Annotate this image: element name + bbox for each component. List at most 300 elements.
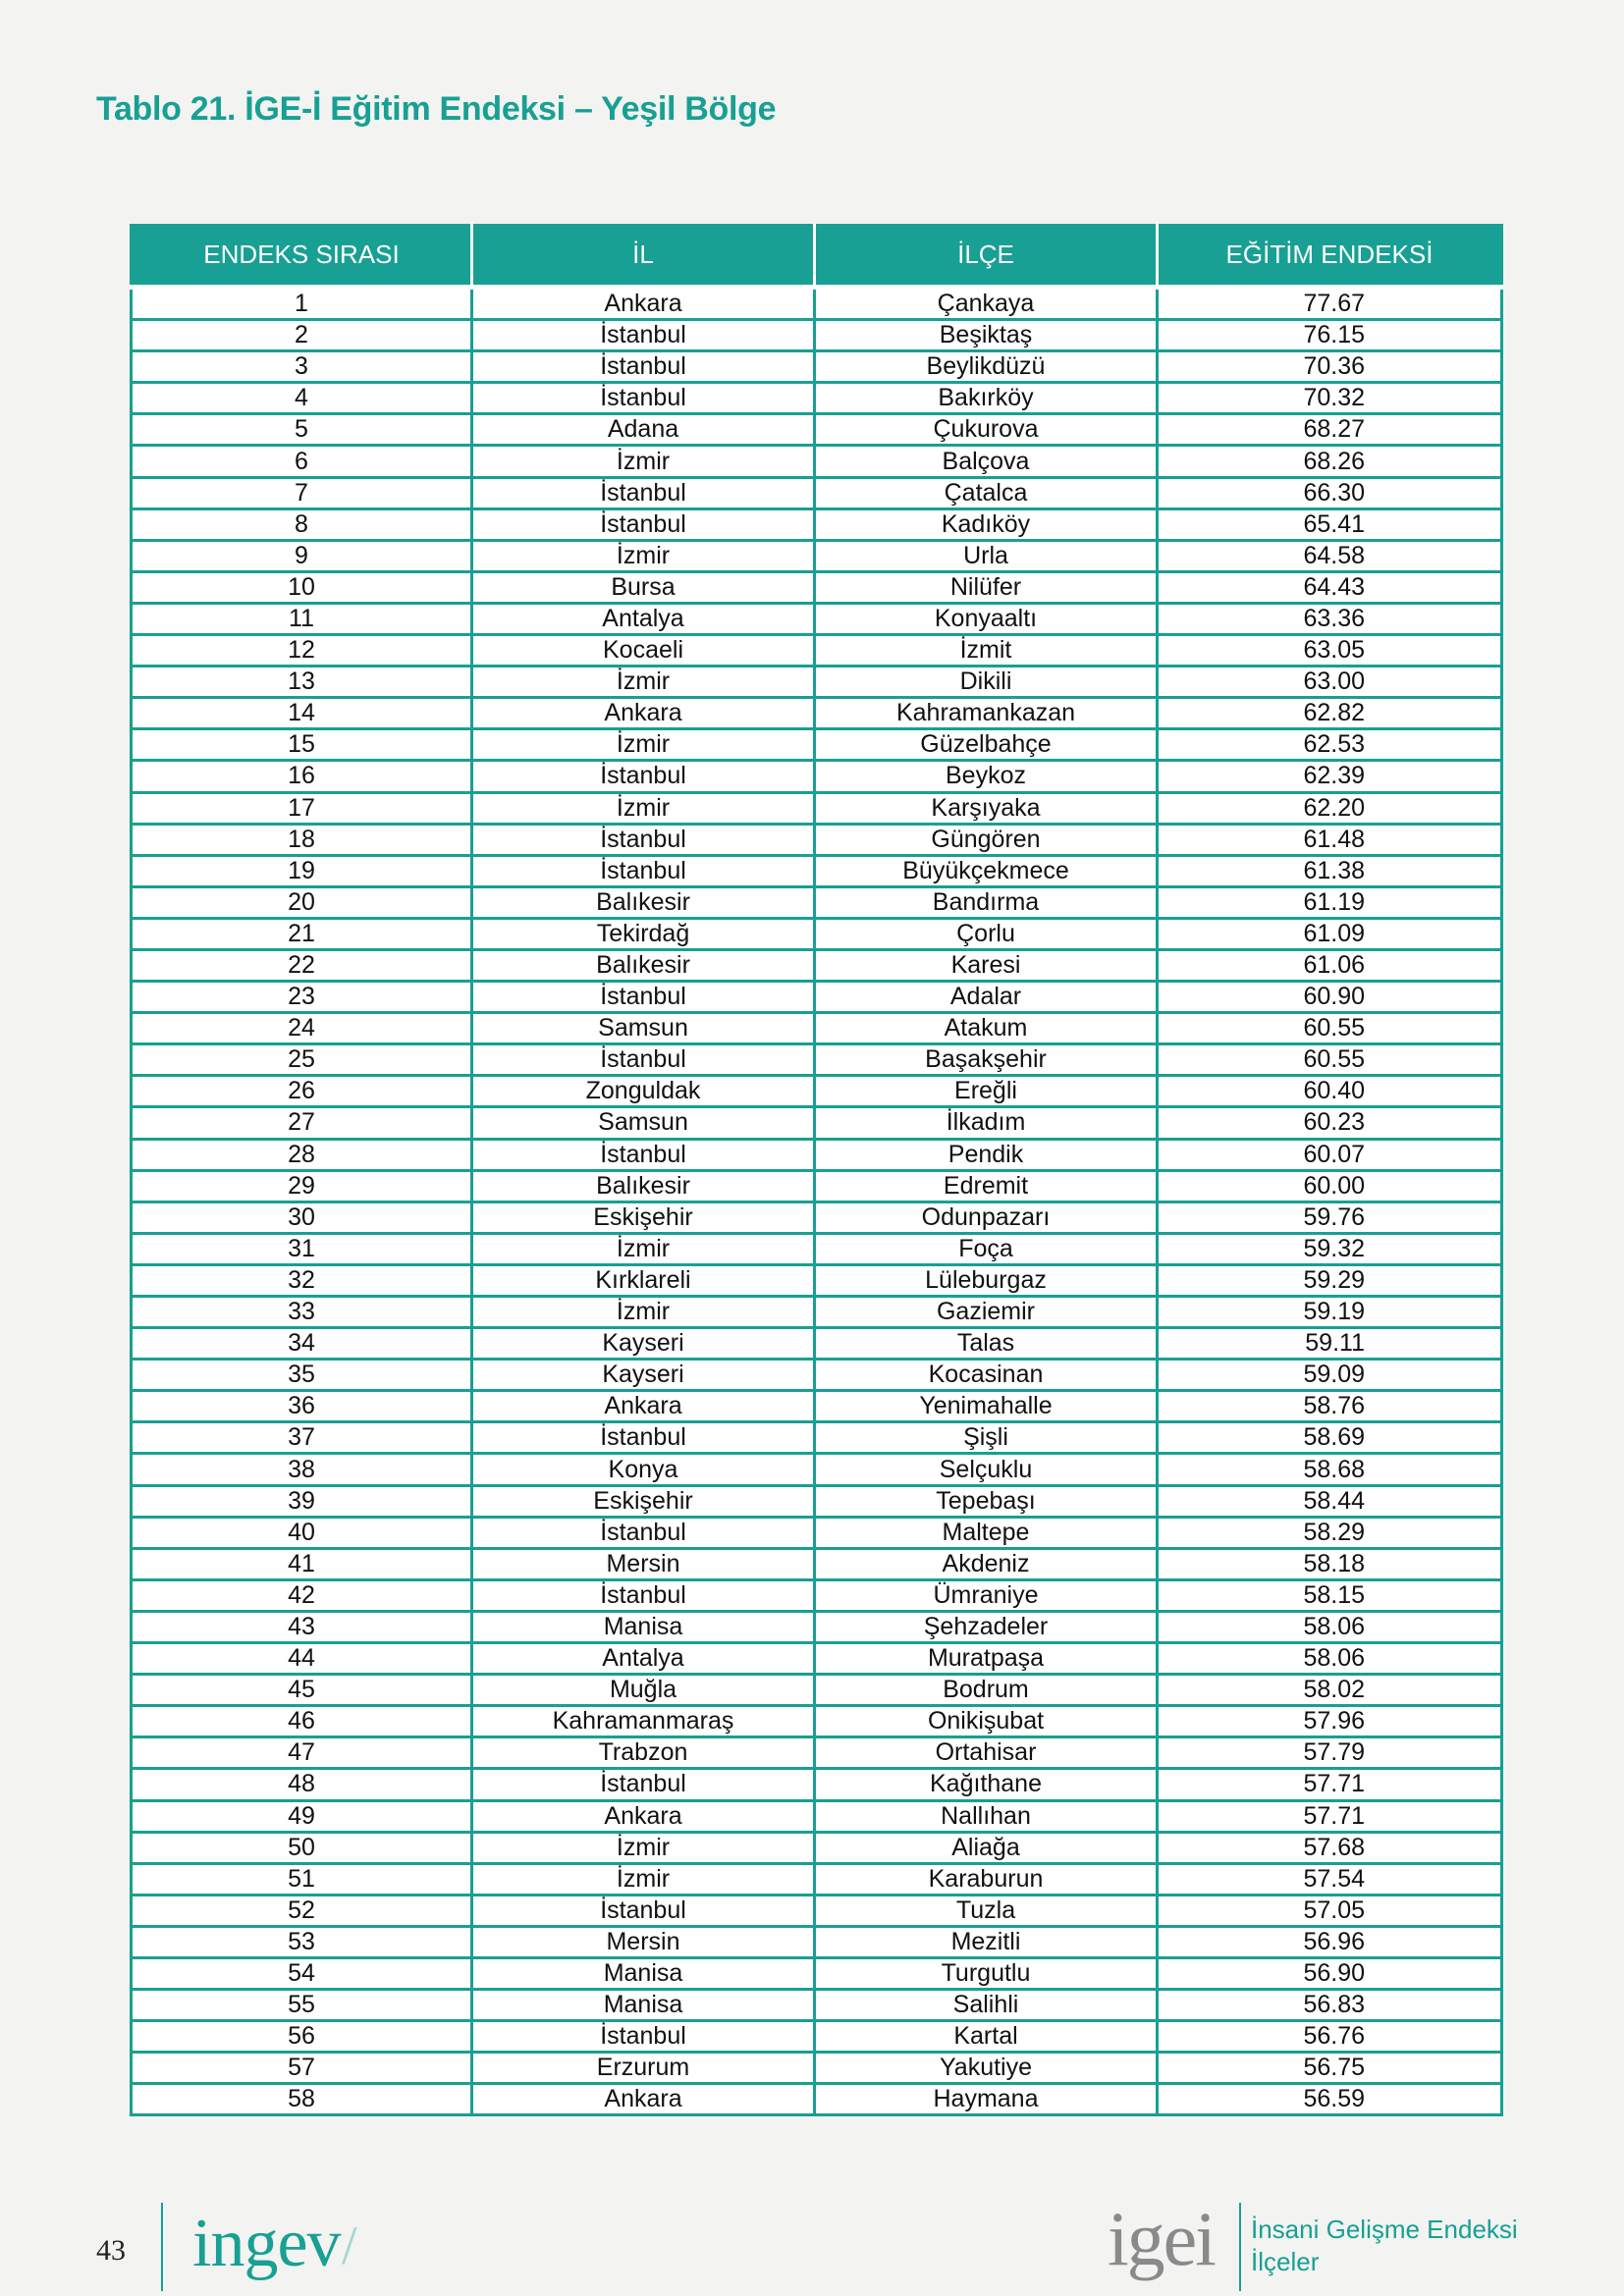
education-index-cell: 60.55 <box>1158 1044 1502 1076</box>
rank-cell: 41 <box>132 1548 472 1579</box>
district-cell: Büyükçekmece <box>815 855 1158 886</box>
rank-cell: 44 <box>132 1643 472 1675</box>
district-cell: Muratpaşa <box>815 1643 1158 1675</box>
column-header-district: İLÇE <box>815 224 1158 288</box>
rank-cell: 23 <box>132 982 472 1013</box>
district-cell: Pendik <box>815 1139 1158 1170</box>
district-cell: Kartal <box>815 2021 1158 2053</box>
province-cell: Kayseri <box>472 1360 815 1391</box>
district-cell: Karesi <box>815 949 1158 981</box>
rank-cell: 51 <box>132 1863 472 1895</box>
table-row <box>132 571 1502 603</box>
province-cell: Adana <box>472 414 815 446</box>
table-row <box>132 1832 1502 1863</box>
education-index-cell: 68.26 <box>1158 446 1502 477</box>
rank-cell: 57 <box>132 2053 472 2084</box>
province-cell: İstanbul <box>472 1139 815 1170</box>
column-header-education-index: EĞİTİM ENDEKSİ <box>1158 224 1502 288</box>
province-cell: Ankara <box>472 1391 815 1422</box>
report-name <box>1251 2214 1518 2278</box>
province-cell: Muğla <box>472 1675 815 1706</box>
province-cell: Zonguldak <box>472 1076 815 1107</box>
education-index-cell: 59.29 <box>1158 1264 1502 1296</box>
education-index-cell: 58.76 <box>1158 1391 1502 1422</box>
rank-cell: 50 <box>132 1832 472 1863</box>
district-cell: Bandırma <box>815 886 1158 918</box>
province-cell: İzmir <box>472 1297 815 1328</box>
district-cell: Mezitli <box>815 1926 1158 1957</box>
footer-divider-left <box>161 2203 163 2291</box>
province-cell: İstanbul <box>472 1517 815 1548</box>
table-row <box>132 383 1502 414</box>
page-number: 43 <box>96 2234 126 2267</box>
education-index-cell: 65.41 <box>1158 508 1502 540</box>
table-row <box>132 2021 1502 2053</box>
education-index-cell: 56.90 <box>1158 1957 1502 1989</box>
table-header <box>132 224 1502 288</box>
education-index-cell: 58.06 <box>1158 1611 1502 1642</box>
district-cell: Karşıyaka <box>815 792 1158 824</box>
education-index-cell: 56.76 <box>1158 2021 1502 2053</box>
rank-cell: 52 <box>132 1895 472 1926</box>
education-index-cell: 57.79 <box>1158 1737 1502 1769</box>
rank-cell: 11 <box>132 603 472 634</box>
rank-cell: 8 <box>132 508 472 540</box>
table-row <box>132 949 1502 981</box>
province-cell: Antalya <box>472 603 815 634</box>
district-cell: Onikişubat <box>815 1706 1158 1737</box>
province-cell: Balıkesir <box>472 1170 815 1201</box>
rank-cell: 18 <box>132 824 472 855</box>
rank-cell: 56 <box>132 2021 472 2053</box>
education-index-cell: 64.58 <box>1158 540 1502 571</box>
education-index-cell: 62.82 <box>1158 698 1502 729</box>
district-cell: Salihli <box>815 1990 1158 2021</box>
rank-cell: 21 <box>132 918 472 949</box>
rank-cell: 53 <box>132 1926 472 1957</box>
rank-cell: 1 <box>132 288 472 320</box>
table-row <box>132 1454 1502 1485</box>
education-index-cell: 58.68 <box>1158 1454 1502 1485</box>
education-index-cell: 57.05 <box>1158 1895 1502 1926</box>
district-cell: Güzelbahçe <box>815 729 1158 761</box>
table-row <box>132 1013 1502 1044</box>
district-cell: Tepebaşı <box>815 1485 1158 1517</box>
district-cell: Foça <box>815 1233 1158 1264</box>
rank-cell: 38 <box>132 1454 472 1485</box>
province-cell: İstanbul <box>472 1422 815 1454</box>
education-index-cell: 59.76 <box>1158 1201 1502 1233</box>
district-cell: Atakum <box>815 1013 1158 1044</box>
education-index-cell: 60.07 <box>1158 1139 1502 1170</box>
district-cell: Beylikdüzü <box>815 351 1158 383</box>
footer-divider-right <box>1239 2203 1241 2291</box>
district-cell: Kadıköy <box>815 508 1158 540</box>
rank-cell: 5 <box>132 414 472 446</box>
education-index-cell: 63.00 <box>1158 667 1502 698</box>
district-cell: Tuzla <box>815 1895 1158 1926</box>
education-index-cell: 60.90 <box>1158 982 1502 1013</box>
table-row <box>132 792 1502 824</box>
education-index-cell: 58.69 <box>1158 1422 1502 1454</box>
rank-cell: 7 <box>132 477 472 508</box>
table-row <box>132 1737 1502 1769</box>
province-cell: İstanbul <box>472 508 815 540</box>
rank-cell: 30 <box>132 1201 472 1233</box>
education-index-cell: 57.68 <box>1158 1832 1502 1863</box>
province-cell: İstanbul <box>472 982 815 1013</box>
table-row <box>132 918 1502 949</box>
province-cell: İzmir <box>472 540 815 571</box>
district-cell: Adalar <box>815 982 1158 1013</box>
province-cell: Tekirdağ <box>472 918 815 949</box>
district-cell: İzmit <box>815 635 1158 667</box>
education-index-cell: 60.23 <box>1158 1107 1502 1139</box>
rank-cell: 4 <box>132 383 472 414</box>
table-row <box>132 1139 1502 1170</box>
education-index-cell: 58.06 <box>1158 1643 1502 1675</box>
rank-cell: 40 <box>132 1517 472 1548</box>
table-row <box>132 446 1502 477</box>
rank-cell: 47 <box>132 1737 472 1769</box>
rank-cell: 24 <box>132 1013 472 1044</box>
rank-cell: 13 <box>132 667 472 698</box>
district-cell: Nallıhan <box>815 1800 1158 1832</box>
ingev-logo: ingev <box>192 2206 341 2281</box>
education-index-cell: 60.40 <box>1158 1076 1502 1107</box>
table-row <box>132 1170 1502 1201</box>
table-row <box>132 2084 1502 2115</box>
table-row <box>132 1548 1502 1579</box>
province-cell: Kayseri <box>472 1328 815 1360</box>
rank-cell: 3 <box>132 351 472 383</box>
rank-cell: 34 <box>132 1328 472 1360</box>
district-cell: Nilüfer <box>815 571 1158 603</box>
rank-cell: 46 <box>132 1706 472 1737</box>
province-cell: İzmir <box>472 729 815 761</box>
table-row <box>132 1611 1502 1642</box>
province-cell: İzmir <box>472 667 815 698</box>
table-row <box>132 2053 1502 2084</box>
table-row <box>132 1643 1502 1675</box>
table-row <box>132 982 1502 1013</box>
district-cell: Haymana <box>815 2084 1158 2115</box>
province-cell: İstanbul <box>472 1579 815 1611</box>
rank-cell: 25 <box>132 1044 472 1076</box>
table-row <box>132 1201 1502 1233</box>
rank-cell: 33 <box>132 1297 472 1328</box>
table-row <box>132 698 1502 729</box>
rank-cell: 22 <box>132 949 472 981</box>
province-cell: Samsun <box>472 1013 815 1044</box>
province-cell: Manisa <box>472 1611 815 1642</box>
rank-cell: 43 <box>132 1611 472 1642</box>
district-cell: Şişli <box>815 1422 1158 1454</box>
district-cell: Balçova <box>815 446 1158 477</box>
district-cell: Güngören <box>815 824 1158 855</box>
province-cell: Manisa <box>472 1957 815 1989</box>
province-cell: Eskişehir <box>472 1485 815 1517</box>
table-row <box>132 1360 1502 1391</box>
education-index-cell: 57.54 <box>1158 1863 1502 1895</box>
district-cell: Edremit <box>815 1170 1158 1201</box>
district-cell: Urla <box>815 540 1158 571</box>
column-header-province: İL <box>472 224 815 288</box>
district-cell: Kahramankazan <box>815 698 1158 729</box>
table-row <box>132 1957 1502 1989</box>
district-cell: Maltepe <box>815 1517 1158 1548</box>
ingev-logo-slash-icon: / <box>342 2216 357 2276</box>
education-index-cell: 62.20 <box>1158 792 1502 824</box>
table-row <box>132 1863 1502 1895</box>
province-cell: İstanbul <box>472 855 815 886</box>
rank-cell: 19 <box>132 855 472 886</box>
education-index-cell: 60.00 <box>1158 1170 1502 1201</box>
table-row <box>132 1579 1502 1611</box>
district-cell: Kocasinan <box>815 1360 1158 1391</box>
rank-cell: 20 <box>132 886 472 918</box>
column-header-rank: ENDEKS SIRASI <box>132 224 472 288</box>
rank-cell: 37 <box>132 1422 472 1454</box>
rank-cell: 36 <box>132 1391 472 1422</box>
province-cell: Eskişehir <box>472 1201 815 1233</box>
rank-cell: 31 <box>132 1233 472 1264</box>
rank-cell: 12 <box>132 635 472 667</box>
province-cell: İstanbul <box>472 1769 815 1800</box>
district-cell: Odunpazarı <box>815 1201 1158 1233</box>
district-cell: Yenimahalle <box>815 1391 1158 1422</box>
rank-cell: 10 <box>132 571 472 603</box>
table-row <box>132 414 1502 446</box>
table-row <box>132 667 1502 698</box>
rank-cell: 6 <box>132 446 472 477</box>
table-row <box>132 320 1502 351</box>
report-name-line1: İnsani Gelişme Endeksi <box>1251 2215 1518 2244</box>
district-cell: Çankaya <box>815 288 1158 320</box>
education-index-cell: 70.36 <box>1158 351 1502 383</box>
education-index-cell: 58.44 <box>1158 1485 1502 1517</box>
education-index-cell: 68.27 <box>1158 414 1502 446</box>
education-index-cell: 70.32 <box>1158 383 1502 414</box>
rank-cell: 14 <box>132 698 472 729</box>
district-cell: Kağıthane <box>815 1769 1158 1800</box>
education-index-cell: 56.96 <box>1158 1926 1502 1957</box>
education-index-cell: 58.18 <box>1158 1548 1502 1579</box>
rank-cell: 17 <box>132 792 472 824</box>
table-row <box>132 351 1502 383</box>
province-cell: Mersin <box>472 1548 815 1579</box>
table-row <box>132 1485 1502 1517</box>
rank-cell: 29 <box>132 1170 472 1201</box>
table-row <box>132 1107 1502 1139</box>
education-index-cell: 57.96 <box>1158 1706 1502 1737</box>
province-cell: Balıkesir <box>472 886 815 918</box>
table-row <box>132 1769 1502 1800</box>
education-index-cell: 59.32 <box>1158 1233 1502 1264</box>
district-cell: Beykoz <box>815 761 1158 792</box>
education-index-cell: 62.39 <box>1158 761 1502 792</box>
education-index-cell: 56.83 <box>1158 1990 1502 2021</box>
rank-cell: 55 <box>132 1990 472 2021</box>
province-cell: Mersin <box>472 1926 815 1957</box>
province-cell: İstanbul <box>472 351 815 383</box>
table-row <box>132 1297 1502 1328</box>
province-cell: İstanbul <box>472 1044 815 1076</box>
education-index-cell: 58.15 <box>1158 1579 1502 1611</box>
education-index-cell: 76.15 <box>1158 320 1502 351</box>
province-cell: Ankara <box>472 288 815 320</box>
education-index-cell: 57.71 <box>1158 1800 1502 1832</box>
table-row <box>132 288 1502 320</box>
district-cell: Çorlu <box>815 918 1158 949</box>
province-cell: Ankara <box>472 1800 815 1832</box>
table-row <box>132 603 1502 634</box>
rank-cell: 35 <box>132 1360 472 1391</box>
rank-cell: 39 <box>132 1485 472 1517</box>
table-row <box>132 1895 1502 1926</box>
province-cell: Balıkesir <box>472 949 815 981</box>
education-index-cell: 62.53 <box>1158 729 1502 761</box>
province-cell: Konya <box>472 1454 815 1485</box>
district-cell: Yakutiye <box>815 2053 1158 2084</box>
rank-cell: 32 <box>132 1264 472 1296</box>
province-cell: İzmir <box>472 446 815 477</box>
province-cell: İzmir <box>472 792 815 824</box>
education-index-cell: 63.05 <box>1158 635 1502 667</box>
table-row <box>132 824 1502 855</box>
education-index-table <box>130 224 1503 2116</box>
education-index-cell: 56.75 <box>1158 2053 1502 2084</box>
education-index-cell: 66.30 <box>1158 477 1502 508</box>
province-cell: Samsun <box>472 1107 815 1139</box>
rank-cell: 26 <box>132 1076 472 1107</box>
education-index-cell: 56.59 <box>1158 2084 1502 2115</box>
province-cell: Erzurum <box>472 2053 815 2084</box>
district-cell: Bodrum <box>815 1675 1158 1706</box>
province-cell: İzmir <box>472 1832 815 1863</box>
province-cell: Antalya <box>472 1643 815 1675</box>
district-cell: Lüleburgaz <box>815 1264 1158 1296</box>
table-row <box>132 1076 1502 1107</box>
table-row <box>132 540 1502 571</box>
district-cell: Bakırköy <box>815 383 1158 414</box>
education-index-cell: 59.09 <box>1158 1360 1502 1391</box>
table-row <box>132 761 1502 792</box>
table-row <box>132 1675 1502 1706</box>
education-index-cell: 61.06 <box>1158 949 1502 981</box>
table-header-row <box>132 224 1502 288</box>
table-row <box>132 1391 1502 1422</box>
district-cell: Gaziemir <box>815 1297 1158 1328</box>
table-row <box>132 1926 1502 1957</box>
rank-cell: 27 <box>132 1107 472 1139</box>
table-row <box>132 1264 1502 1296</box>
rank-cell: 49 <box>132 1800 472 1832</box>
district-cell: Konyaaltı <box>815 603 1158 634</box>
district-cell: Aliağa <box>815 1832 1158 1863</box>
district-cell: Ortahisar <box>815 1737 1158 1769</box>
rank-cell: 48 <box>132 1769 472 1800</box>
education-index-cell: 61.38 <box>1158 855 1502 886</box>
table-row <box>132 477 1502 508</box>
rank-cell: 45 <box>132 1675 472 1706</box>
province-cell: İstanbul <box>472 383 815 414</box>
province-cell: İstanbul <box>472 2021 815 2053</box>
table-row <box>132 1706 1502 1737</box>
education-index-cell: 77.67 <box>1158 288 1502 320</box>
table-row <box>132 635 1502 667</box>
rank-cell: 9 <box>132 540 472 571</box>
table-row <box>132 1422 1502 1454</box>
province-cell: Kocaeli <box>472 635 815 667</box>
page-title: Tablo 21. İGE-İ Eğitim Endeksi – Yeşil Bölge <box>96 90 777 128</box>
table-row <box>132 1800 1502 1832</box>
table-row <box>132 1044 1502 1076</box>
province-cell: Trabzon <box>472 1737 815 1769</box>
table-row <box>132 1233 1502 1264</box>
table-row <box>132 855 1502 886</box>
education-index-cell: 59.19 <box>1158 1297 1502 1328</box>
education-index-cell: 57.71 <box>1158 1769 1502 1800</box>
district-cell: İlkadım <box>815 1107 1158 1139</box>
rank-cell: 58 <box>132 2084 472 2115</box>
education-index-cell: 60.55 <box>1158 1013 1502 1044</box>
rank-cell: 54 <box>132 1957 472 1989</box>
education-index-cell: 58.02 <box>1158 1675 1502 1706</box>
table-body <box>132 288 1502 2115</box>
rank-cell: 2 <box>132 320 472 351</box>
province-cell: Kahramanmaraş <box>472 1706 815 1737</box>
district-cell: Akdeniz <box>815 1548 1158 1579</box>
province-cell: Ankara <box>472 698 815 729</box>
district-cell: Selçuklu <box>815 1454 1158 1485</box>
education-index-cell: 61.09 <box>1158 918 1502 949</box>
rank-cell: 16 <box>132 761 472 792</box>
education-index-cell: 61.48 <box>1158 824 1502 855</box>
district-cell: Çukurova <box>815 414 1158 446</box>
province-cell: İzmir <box>472 1863 815 1895</box>
district-cell: Ümraniye <box>815 1579 1158 1611</box>
report-name-line2: İlçeler <box>1251 2247 1320 2276</box>
province-cell: İstanbul <box>472 320 815 351</box>
education-index-cell: 64.43 <box>1158 571 1502 603</box>
district-cell: Turgutlu <box>815 1957 1158 1989</box>
province-cell: İstanbul <box>472 824 815 855</box>
district-cell: Ereğli <box>815 1076 1158 1107</box>
district-cell: Dikili <box>815 667 1158 698</box>
province-cell: Ankara <box>472 2084 815 2115</box>
table-row <box>132 1990 1502 2021</box>
province-cell: İstanbul <box>472 761 815 792</box>
education-index-cell: 61.19 <box>1158 886 1502 918</box>
province-cell: Kırklareli <box>472 1264 815 1296</box>
province-cell: İstanbul <box>472 477 815 508</box>
district-cell: Şehzadeler <box>815 1611 1158 1642</box>
table-row <box>132 508 1502 540</box>
province-cell: Manisa <box>472 1990 815 2021</box>
table-row <box>132 1517 1502 1548</box>
education-index-cell: 59.11 <box>1158 1328 1502 1360</box>
table-row <box>132 886 1502 918</box>
table-row <box>132 1328 1502 1360</box>
district-cell: Karaburun <box>815 1863 1158 1895</box>
rank-cell: 42 <box>132 1579 472 1611</box>
table-row <box>132 729 1502 761</box>
education-index-cell: 63.36 <box>1158 603 1502 634</box>
district-cell: Talas <box>815 1328 1158 1360</box>
ige-logo: igei <box>1108 2196 1215 2281</box>
district-cell: Çatalca <box>815 477 1158 508</box>
